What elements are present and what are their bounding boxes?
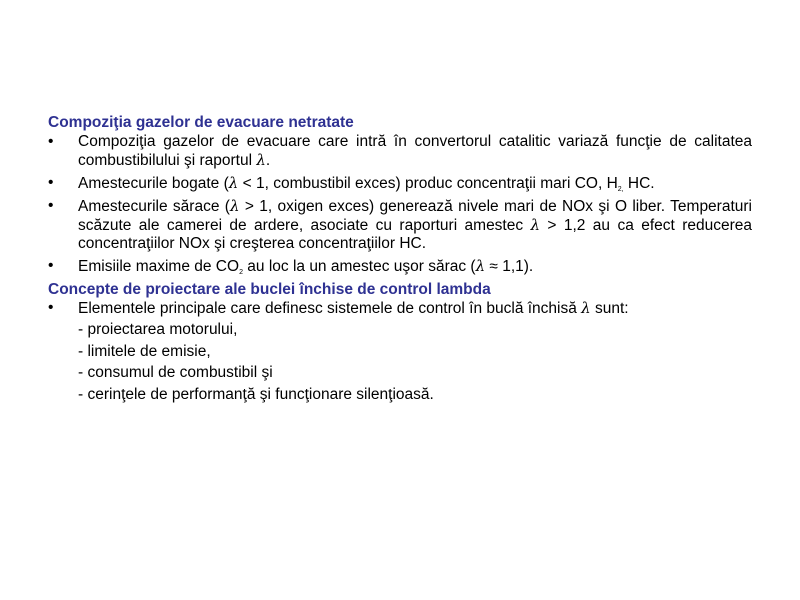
- item-text: < 1, combustibil exces) produc concentraţii mari CO, H: [238, 175, 618, 192]
- subscript: 2: [239, 269, 243, 276]
- sub-list-item: - cerinţele de performanţă şi funcţionare silenţioasă.: [78, 385, 434, 403]
- subscript: 2,: [617, 186, 624, 193]
- bullet-item-rich-mixtures: [48, 174, 752, 193]
- item-text: Emisiile maxime de CO: [78, 258, 240, 275]
- lambda-symbol: λ: [229, 197, 240, 215]
- sub-list-item: - proiectarea motorului,: [78, 321, 238, 338]
- bullet-item-main-elements: [48, 299, 752, 318]
- lambda-symbol: λ: [256, 151, 266, 169]
- bullet-icon: •: [48, 197, 54, 214]
- lambda-symbol: λ: [228, 174, 239, 192]
- item-text: Amestecurile bogate (: [78, 175, 229, 192]
- bullet-icon: •: [48, 299, 54, 316]
- lambda-symbol: λ: [530, 216, 541, 234]
- lambda-symbol: λ: [581, 299, 591, 317]
- section-heading-lambda-control: Concepte de proiectare ale buclei închise de control lambda: [48, 281, 491, 298]
- item-text: .: [265, 152, 271, 169]
- slide-content: [48, 113, 752, 405]
- sub-list: [48, 319, 752, 405]
- item-text: Amestecurile sărace (: [78, 198, 230, 215]
- item-text: HC.: [623, 175, 655, 192]
- item-text: Elementele principale care definesc sistemele de control în buclă închisă: [78, 300, 582, 317]
- item-text: Compoziţia gazelor de evacuare care intră în convertorul catalitic variază funcţie de calitatea combustibilului şi raportul: [78, 133, 752, 169]
- bullet-item-composition: [48, 133, 752, 170]
- bullet-icon: •: [48, 257, 54, 274]
- bullet-item-lean-mixtures: [48, 197, 752, 253]
- sub-list-item: - limitele de emisie,: [78, 342, 211, 360]
- item-text: > 1,2 au ca efect reducerea concentraţiilor NOx şi creşterea concentraţiilor HC.: [78, 217, 752, 252]
- section-heading-raw-exhaust: Compoziţia gazelor de evacuare netratate: [48, 114, 354, 131]
- item-text: sunt:: [590, 300, 629, 317]
- bullet-item-co2-emissions: [48, 257, 752, 276]
- item-text: > 1, oxigen exces) generează nivele mari de NOx şi O liber. Temperaturi scăzute ale camerei de ardere, asociate cu raporturi amestec: [78, 198, 752, 234]
- bullet-icon: •: [48, 174, 54, 191]
- sub-list-item: - consumul de combustibil şi: [78, 364, 273, 381]
- bullet-icon: •: [48, 133, 54, 150]
- item-text: ≈ 1,1).: [485, 258, 534, 275]
- lambda-symbol: λ: [475, 257, 486, 275]
- item-text: au loc la un amestec uşor sărac (: [242, 258, 476, 275]
